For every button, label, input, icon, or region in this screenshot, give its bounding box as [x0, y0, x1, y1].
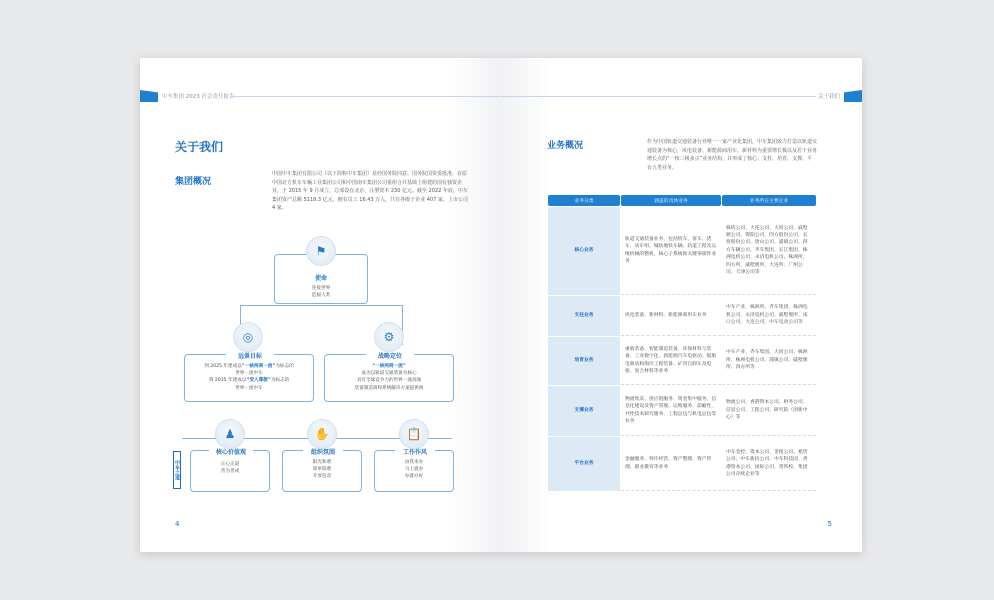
description-cell: 物流集采、供应链服务、资金集中服务、信息化建设及资产管理、运维服务、前瞻性、共性技术研究服务、工程总包与机电总包等业务 [621, 386, 721, 436]
vision-node [184, 354, 314, 402]
vertical-tag: 中车之道 [173, 451, 181, 489]
target-icon: ◎ [233, 322, 263, 352]
mission-line: 连接世界 [311, 286, 331, 291]
description-cell: 重载装备、智能制造装备、环保材料与装备、工业数字化、新能源汽车电驱动、船舶电驱动和海洋工程装备、矿用自卸车及电驱、复合材料等业务 [621, 337, 721, 385]
connector [240, 305, 402, 306]
values-line: 正心正道 [220, 462, 240, 467]
table-row [548, 207, 816, 295]
atmosphere-line: 开放包容 [312, 474, 332, 480]
vision-title: 远景目标 [226, 351, 274, 360]
vision-highlight: “受人尊敬” [246, 378, 271, 384]
gears-icon: ⚙ [374, 322, 404, 352]
table-row [548, 437, 816, 491]
strategy-text: 成为以轨道交通装备为核心 [361, 371, 417, 377]
table-row [548, 386, 816, 436]
header-rule [230, 96, 500, 97]
enterprise-cell: 中车产业、株洲所、齐车集团、株洲电机公司、永济电机公司、戚墅堰所、南口公司、大连公司、中车电动公司等 [722, 296, 816, 336]
values-title: 核心价值观 [209, 447, 253, 456]
vision-text: 世界一流中车 [235, 385, 263, 391]
atmosphere-title: 组织氛围 [303, 447, 343, 456]
business-table [547, 194, 817, 492]
vision-highlight: “一核两商一流” [241, 364, 276, 369]
table-header: 业务所在主要企业 [722, 195, 816, 206]
description-cell: 金融服务、特许经营、资产整理、资产管理、职业教育等业务 [621, 437, 721, 491]
section-title: 业务概况 [547, 141, 584, 151]
enterprise-cell: 株机公司、大连公司、大同公司、戚墅堰公司、资阳公司、四方股份公司、长客股份公司、唐山公司、浦镇公司、四方车辆公司、齐车集团、长江集团、株洲电机公司、永济电机公司、株洲所、四方所、戚墅堰所、大连所、广州公司、天津公司等 [722, 207, 816, 295]
intro-paragraph: 中国中车集团有限公司（以下简称中车集团）是经国务院同意、国务院国资委批准，在原中国北方机车车辆工业集团公司和中国南车集团公司重组合并基础上组建的国有独资企业，于 2015 年 9 月成立，总部设在北京，注册资本 230 亿元。截至 2022 年底，中车集团资产总额 5119.3 亿元，拥有员工 16.43 万人，共有各级子企业 407 家，上市公司 4 家。 [272, 171, 468, 211]
category-cell: 支撑业务 [548, 386, 620, 436]
table-row [548, 337, 816, 385]
left-page [140, 58, 501, 552]
handshake-icon: ✋ [307, 419, 337, 449]
vision-text: 为标志的 [275, 364, 294, 369]
header-tab [140, 90, 158, 102]
vision-text: 到 2035 年建成以 [208, 378, 247, 384]
style-line: 马上就办 [404, 467, 424, 473]
strategy-node [324, 354, 454, 402]
description-cell: 风电装备、新材料、新能源商用车业务 [621, 296, 721, 336]
running-header: 关于我们 [817, 94, 840, 100]
vision-text: 世界一流中车 [235, 371, 263, 377]
description-cell: 轨道交通装备业务，包括机车、客车、货车、动车组、城轨地铁车辆、轨道工程及运维机械的整机，核心子系统和关键零部件业务 [621, 207, 721, 295]
right-page [501, 58, 862, 552]
vision-text: 到 2025 年建成以 [204, 364, 242, 369]
intro-paragraph: 作为中国轨道交通装备行业唯一一家产业化集团，中车集团致力打造以轨道交通装备为核心，风电装备、新能源商用车、新材料为重要增长极以及若干业务增长点的“一核三极多点”业务结构，并形成了核心、支柱、培育、支撑、平台五类业务。 [647, 139, 818, 171]
strategy-text: 具有全球竞争力的世界一流高端 [356, 378, 422, 384]
people-icon: ♟ [215, 419, 245, 449]
section-title: 集团概况 [175, 177, 212, 187]
page-title: 关于我们 [175, 140, 224, 154]
strategy-highlight: “一核两商一流” [372, 364, 406, 369]
vision-text: 为标志的 [270, 378, 290, 384]
style-node [374, 450, 454, 492]
atmosphere-node [282, 450, 362, 492]
enterprise-cell: 中车产业、齐车集团、大同公司、株洲所、株洲电机公司、浦镇公司、戚墅堰所、四方所等 [722, 337, 816, 385]
clipboard-icon: 📋 [399, 419, 429, 449]
table-row [548, 296, 816, 336]
enterprise-cell: 中车金控、资本公司、金租公司、租赁公司、中车新投公司、中车科技园、香港资本公司、国际公司、常铁校、集团公司存续企业等 [722, 437, 816, 491]
strategy-text: 装备制造商和系统解决方案提供商 [354, 385, 424, 391]
style-line: 由我来办 [404, 460, 424, 465]
mission-title: 使命 [314, 275, 327, 282]
style-line: 办就办好 [404, 474, 424, 480]
values-line: 善为善成 [220, 469, 240, 475]
values-node [190, 450, 270, 492]
category-cell: 平台业务 [548, 437, 620, 491]
page-number: 5 [827, 520, 832, 528]
strategy-title: 战略定位 [366, 351, 414, 360]
category-cell: 支柱业务 [548, 296, 620, 336]
report-spread [140, 58, 862, 552]
category-cell: 培育业务 [548, 337, 620, 385]
page-number: 4 [175, 520, 180, 528]
table-header: 涵盖的具体业务 [621, 195, 721, 206]
table-header: 业务分类 [548, 195, 620, 206]
flag-people-icon: ⚑ [306, 236, 336, 266]
header-rule [501, 96, 816, 97]
style-title: 工作作风 [395, 447, 435, 456]
atmosphere-line: 阳光和谐 [312, 460, 332, 465]
mission-line: 造福人类 [311, 293, 331, 299]
atmosphere-line: 简单阳谐 [312, 467, 332, 473]
category-cell: 核心业务 [548, 207, 620, 295]
enterprise-cell: 物流公司、香港资本公司、财务公司、信息公司、工程公司、研究院（创新中心）等 [722, 386, 816, 436]
running-header: 中车集团 2023 社会责任报告 [162, 94, 235, 100]
header-tab [844, 90, 862, 102]
